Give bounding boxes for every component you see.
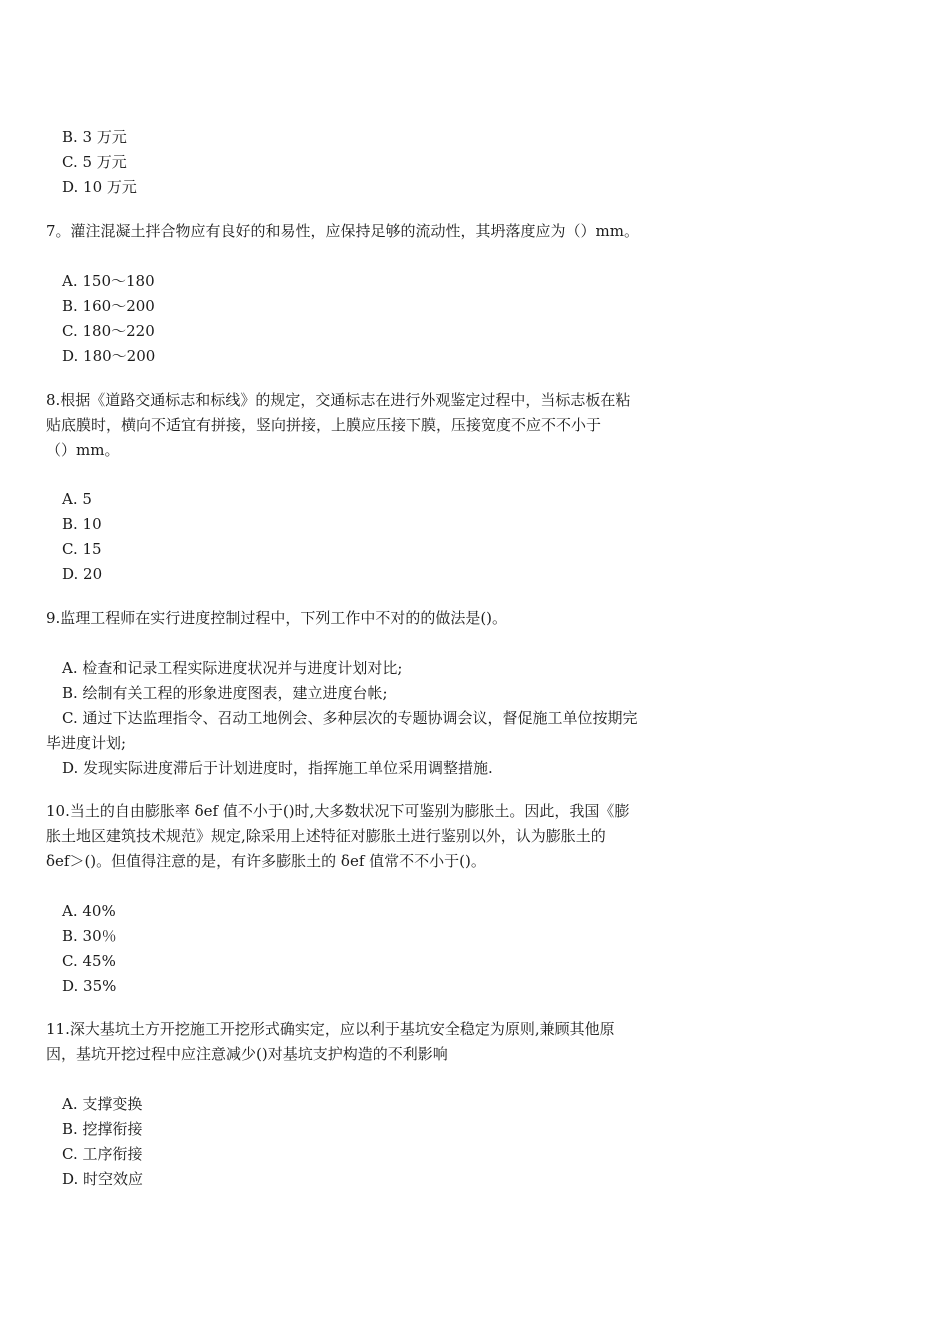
question-10-text-line1: 10.当土的自由膨胀率 δef 值不小于()时,大多数状况下可鉴别为膨胀土。因此，我国《膨: [46, 802, 630, 820]
question-10-text-line3: δef＞()。但值得注意的是，有许多膨胀土的 δef 值常不不小于()。: [46, 852, 486, 870]
option-q10-b: B. 30％: [62, 927, 117, 945]
option-q7-b: B. 160～200: [62, 297, 155, 315]
option-q7-d: D. 180～200: [62, 347, 156, 365]
option-q11-b: B. 挖撑衔接: [62, 1120, 143, 1138]
option-q8-d: D. 20: [62, 565, 103, 583]
option-q7-c: C. 180～220: [62, 322, 155, 340]
option-q6-b: B. 3 万元: [62, 128, 127, 146]
option-q9-c-line1: C. 通过下达监理指令、召动工地例会、多种层次的专题协调会议，督促施工单位按期完: [62, 709, 638, 727]
question-11-text-line1: 11.深大基坑土方开挖施工开挖形式确实定，应以利于基坑安全稳定为原则,兼顾其他原: [46, 1020, 615, 1038]
option-q10-d: D. 35%: [62, 977, 117, 995]
option-q10-a: A. 40%: [62, 902, 116, 920]
question-11-text-line2: 因，基坑开挖过程中应注意减少()对基坑支护构造的不利影响: [46, 1045, 448, 1063]
option-q6-d: D. 10 万元: [62, 178, 137, 196]
question-8-text-line3: （）mm。: [46, 441, 120, 459]
option-q9-c-line2: 毕进度计划;: [46, 734, 127, 752]
question-10-text-line2: 胀土地区建筑技术规范》规定,除采用上述特征对膨胀土进行鉴别以外，认为膨胀土的: [46, 827, 606, 845]
question-9-text: 9.监理工程师在实行进度控制过程中，下列工作中不对的的做法是()。: [46, 609, 508, 627]
question-8-text-line1: 8.根据《道路交通标志和标线》的规定，交通标志在进行外观鉴定过程中，当标志板在粘: [46, 391, 631, 409]
option-q8-a: A. 5: [62, 490, 92, 508]
option-q8-c: C. 15: [62, 540, 102, 558]
question-7-text: 7。灌注混凝土拌合物应有良好的和易性，应保持足够的流动性，其坍落度应为（）mm。: [46, 222, 639, 240]
option-q8-b: B. 10: [62, 515, 102, 533]
option-q11-d: D. 时空效应: [62, 1170, 144, 1188]
option-q6-c: C. 5 万元: [62, 153, 127, 171]
option-q11-c: C. 工序衔接: [62, 1145, 143, 1163]
option-q10-c: C. 45%: [62, 952, 116, 970]
option-q7-a: A. 150～180: [62, 272, 155, 290]
option-q11-a: A. 支撑变换: [62, 1095, 143, 1113]
option-q9-d: D. 发现实际进度滞后于计划进度时，指挥施工单位采用调整措施.: [62, 759, 493, 777]
option-q9-b: B. 绘制有关工程的形象进度图表，建立进度台帐;: [62, 684, 388, 702]
option-q9-a: A. 检查和记录工程实际进度状况并与进度计划对比;: [62, 659, 403, 677]
question-8-text-line2: 贴底膜时，横向不适宜有拼接，竖向拼接，上膜应压接下膜，压接宽度不应不不小于: [46, 416, 602, 434]
